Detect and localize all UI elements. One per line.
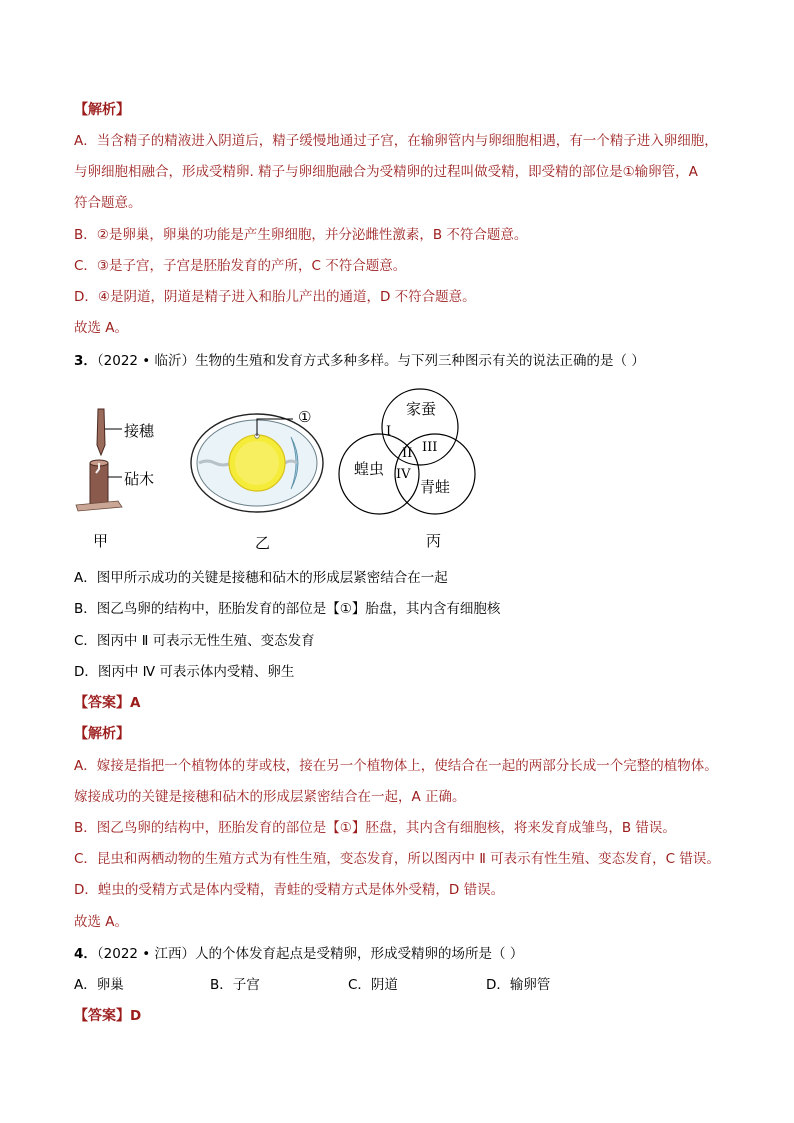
venn-label-locust: 蝗虫 — [354, 460, 385, 478]
q3-answer-value: A — [130, 695, 141, 711]
caption-jia: 甲 — [93, 532, 109, 550]
q2-jiexi-tag: 【 解析 】 — [74, 100, 130, 120]
q3-conclusion: 故选 A。 — [74, 914, 129, 930]
q4-option-b: B．子宫 — [210, 977, 260, 993]
q3-stem — [74, 351, 645, 371]
q2-jiexi-line: A．当含精子的精液进入阴道后，精子缓慢地通过子宫，在输卵管内与卵细胞相遇，有一个精子进入卵细胞， — [74, 133, 718, 149]
q3-text: 生物的生殖和发育方式多种多样。与下列三种图示有关的说法正确的是（ ） — [195, 353, 645, 369]
q4-option-c: C．阴道 — [348, 977, 398, 993]
venn-region-1: I — [386, 424, 392, 439]
caption-yi: 乙 — [255, 534, 271, 552]
venn-region-4: IV — [396, 467, 411, 482]
q4-option-a: A．卵巢 — [74, 977, 124, 993]
q3-jiexi-tag: 【 解析 】 — [74, 724, 130, 744]
venn-label-frog: 青蛙 — [420, 478, 451, 496]
figure-bird-egg — [185, 405, 335, 515]
q4-number: 4． — [74, 946, 97, 962]
q3-jiexi-line: 嫁接成功的关键是接穗和砧木的形成层紧密结合在一起，A 正确。 — [74, 789, 466, 805]
q2-jiexi-line: D．④是阴道，阴道是精子进入和胎儿产出的通道，D 不符合题意。 — [74, 289, 476, 305]
venn-label-silkworm: 家蚕 — [406, 400, 437, 418]
q2-conclusion: 故选 A。 — [74, 320, 129, 336]
q3-option-b: B．图乙鸟卵的结构中，胚胎发育的部位是【①】胎盘，其内含有细胞核 — [74, 601, 501, 617]
q4-text: 人的个体发育起点是受精卵，形成受精卵的场所是（ ） — [195, 946, 524, 962]
q3-jiexi-line: D．蝗虫的受精方式是体内受精，青蛙的受精方式是体外受精，D 错误。 — [74, 882, 505, 898]
caption-bing: 丙 — [426, 532, 442, 550]
q3-answer — [74, 693, 140, 713]
q2-jiexi-line: 符合题意。 — [74, 195, 142, 211]
yolk-highlight — [235, 441, 279, 485]
q3-source: （2022 • 临沂） — [96, 353, 196, 369]
venn-region-3: III — [422, 440, 438, 455]
q3-number: 3． — [74, 353, 97, 369]
scion-shape — [97, 409, 105, 455]
marker-1: ① — [298, 408, 312, 426]
q4-stem — [74, 944, 523, 964]
q4-source: （2022 • 江西） — [96, 946, 196, 962]
q4-answer-tag: 【 答案 】 — [74, 1008, 130, 1024]
q2-jiexi-line: C．③是子宫，子宫是胚胎发育的产所，C 不符合题意。 — [74, 258, 407, 274]
q4-option-d: D．输卵管 — [486, 977, 551, 993]
q3-option-d: D．图丙中 Ⅳ 可表示体内受精、卵生 — [74, 664, 295, 680]
q4-answer — [74, 1006, 141, 1026]
q2-jiexi-line: 与卵细胞相融合，形成受精卵. 精子与卵细胞融合为受精卵的过程叫做受精，即受精的部位是①输卵管，A — [74, 164, 698, 180]
q3-jiexi-line: C．昆虫和两栖动物的生殖方式为有性生殖，变态发育，所以图丙中 Ⅱ 可表示有性生殖、变态发育，C 错误。 — [74, 851, 720, 867]
q3-jiexi-line: B．图乙鸟卵的结构中，胚胎发育的部位是【①】胚盘，其内含有细胞核，将来发育成雏鸟，B 错误。 — [74, 820, 676, 836]
q3-option-c: C．图丙中 Ⅱ 可表示无性生殖、变态发育 — [74, 633, 315, 649]
q3-option-a: A．图甲所示成功的关键是接穗和砧木的形成层紧密结合在一起 — [74, 570, 448, 586]
ground — [76, 501, 122, 511]
q3-answer-tag: 【 答案 】 — [74, 695, 130, 711]
q2-jiexi-line: B．②是卵巢，卵巢的功能是产生卵细胞，并分泌雌性激素，B 不符合题意。 — [74, 227, 528, 243]
q4-answer-value: D — [130, 1008, 142, 1024]
label-rootstock: 砧木 — [124, 470, 155, 488]
venn-region-2: II — [402, 446, 413, 461]
label-scion: 接穗 — [124, 422, 155, 440]
q3-jiexi-line: A．嫁接是指把一个植物体的芽或枝，接在另一个植物体上，使结合在一起的两部分长成一个完整的植物体。 — [74, 758, 718, 774]
